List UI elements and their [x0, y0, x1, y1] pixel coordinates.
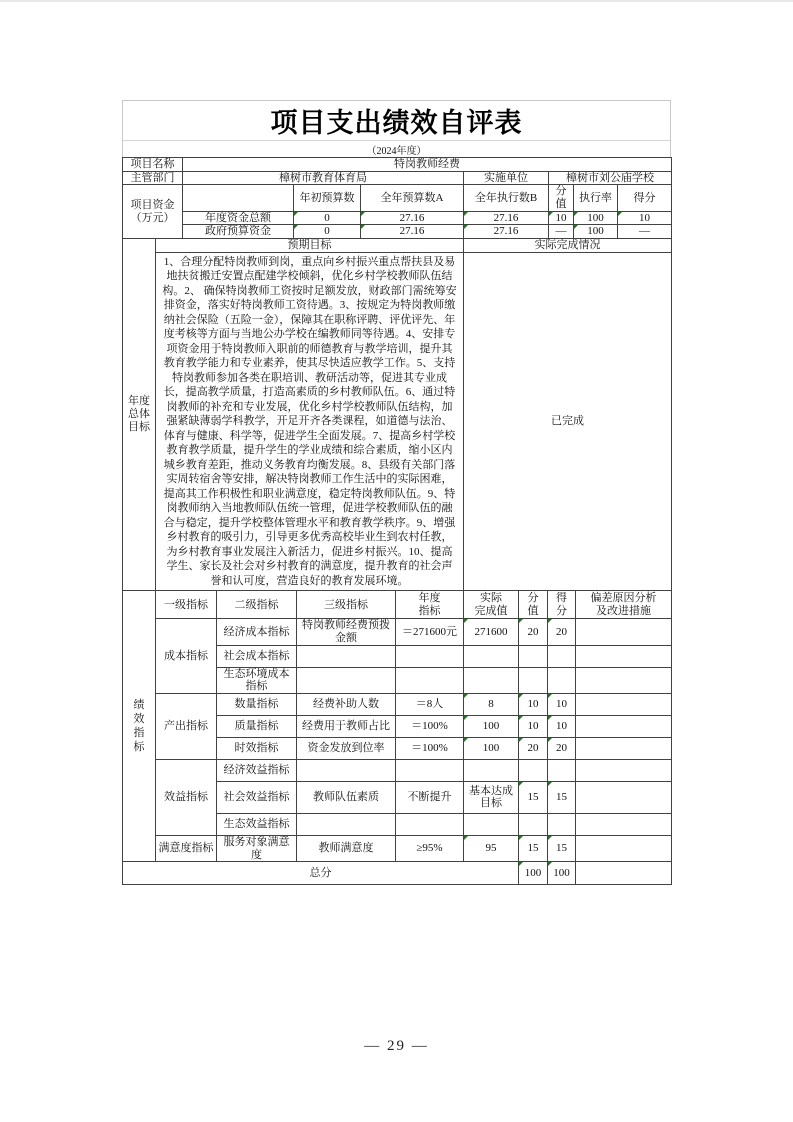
deviation-cell [576, 759, 672, 781]
cell-value: 0 [324, 225, 330, 238]
performance-side-label [123, 591, 156, 862]
cell-value: 271600 [474, 625, 508, 638]
table-row [123, 225, 672, 239]
excel-marker-icon [519, 836, 523, 840]
value-cell [519, 619, 548, 645]
empty-cell [183, 185, 294, 211]
indicator-l3 [297, 645, 396, 667]
col-header-annual-budget: 全年预算数A [361, 185, 464, 211]
header-deviation: 偏差原因分析 及改进措施 [576, 591, 672, 619]
cell-value: 27.16 [399, 225, 425, 238]
excel-marker-icon [548, 738, 552, 742]
actual-value [464, 759, 519, 781]
indicator-l2: 生态效益指标 [217, 813, 297, 835]
deviation-cell [576, 813, 672, 835]
fund-value-cell [574, 225, 618, 239]
page-title: 项目支出绩效自评表 [270, 108, 523, 138]
score-cell [548, 667, 576, 693]
group-cost: 成本指标 [156, 619, 217, 694]
implement-unit-value: 樟树市刘公庙学校 [549, 171, 672, 185]
fund-value-cell [464, 225, 549, 239]
col-header-annual-exec: 全年执行数B [464, 185, 549, 211]
excel-marker-icon [549, 212, 553, 216]
excel-marker-icon [519, 694, 523, 698]
actual-value [464, 715, 519, 737]
indicator-l2: 社会成本指标 [217, 645, 297, 667]
table-row [123, 171, 672, 185]
excel-marker-icon [519, 619, 523, 623]
score-cell [548, 781, 576, 813]
header-level2: 二级指标 [217, 591, 297, 619]
expected-goals-text: 1、合理分配特岗教师到岗，重点向乡村振兴重点帮扶县及易地扶贫搬迁安置点配建学校倾斜，优化乡村学校教师队伍结构。2、 确保特岗教师工资按时足额发放，财政部门需统筹安排资金，落实好特岗教师工资待遇。3、按规定为特岗教师缴纳社会保险（五险一金），保障其在职称评聘、评优评先、年度考核等方面与当地公办学校在编教师同等待遇。4、安排专项资金用于特岗教师入职前的师德教育与教学培训，提升其教育教学能力和专业素养，使其尽快适应教学工作。5、支持特岗教师参加各类在职培训、教研活动等，促进其专业成长，提高教学质量，打造高素质的乡村教师队伍。6、通过特岗教师的补充和专业发展，优化乡村学校教师队伍结构，加强紧缺薄弱学科教学，开足开齐各类课程，如道德与法治、体育与健康、科学等，促进学生全面发展。7、提高乡村学校教育教学质量，提升学生的学业成绩和综合素质，缩小区内城乡教育差距，推动义务教育均衡发展。8、县级有关部门落实周转宿舍等安排，解决特岗教师工作生活中的实际困难，提高其工作积极性和职业满意度，稳定特岗教师队伍。9、特岗教师纳入当地教师队伍统一管理，促进学校教师队伍的融合与稳定，提升学校整体管理水平和教育教学秩序。9、增强乡村教育的吸引力，引导更多优秀高校毕业生到农村任教，为乡村教育事业发展注入新活力，促进乡村振兴。10、提高学生、家长及社会对乡村教育的满意度，提升教育的社会声誉和认可度，营造良好的教育发展环境。 [162, 255, 457, 587]
deviation-cell [576, 715, 672, 737]
fund-value-cell [464, 211, 549, 225]
header-level1: 一级指标 [156, 591, 217, 619]
page-subtitle: （2024年度） [366, 145, 427, 157]
group-benefit: 效益指标 [156, 759, 217, 835]
deviation-cell [576, 619, 672, 645]
fund-value-cell: — [549, 225, 574, 239]
value-cell [519, 715, 548, 737]
score-cell [548, 835, 576, 861]
excel-marker-icon [464, 212, 468, 216]
department-value: 樟树市教育体育局 [183, 171, 464, 185]
score-cell [548, 693, 576, 715]
actual-value: 基本达成目标 [464, 781, 519, 813]
excel-marker-icon [294, 225, 298, 229]
excel-marker-icon [548, 619, 552, 623]
cell-value: 20 [556, 625, 567, 638]
actual-value [464, 813, 519, 835]
cell-value: 10 [527, 720, 539, 733]
table-row [123, 158, 672, 172]
excel-marker-icon [574, 212, 578, 216]
fund-value-cell [618, 211, 672, 225]
table-row [123, 252, 672, 591]
indicator-l2: 时效指标 [217, 737, 297, 759]
excel-marker-icon [361, 212, 365, 216]
side-label-text: 绩效指标 [133, 699, 145, 754]
value-cell [519, 645, 548, 667]
header-actual: 实际 完成值 [464, 591, 519, 619]
table-row [123, 619, 672, 645]
score-cell [548, 715, 576, 737]
excel-marker-icon [464, 716, 468, 720]
actual-value [464, 667, 519, 693]
excel-marker-icon [548, 716, 552, 720]
fund-value-cell [294, 225, 361, 239]
value-cell [519, 667, 548, 693]
expected-goals-header: 预期目标 [156, 238, 464, 252]
cell-value: 100 [482, 720, 500, 733]
annual-target: ＝100% [396, 715, 464, 737]
indicator-l3: 资金发放到位率 [297, 737, 396, 759]
table-row [123, 835, 672, 861]
page-number: — 29 — [364, 1038, 429, 1054]
deviation-cell [576, 835, 672, 861]
fund-value-cell: — [618, 225, 672, 239]
title-block [122, 100, 671, 158]
deviation-cell [576, 667, 672, 693]
cell-value: 15 [556, 791, 567, 804]
group-satisfaction: 满意度指标 [156, 835, 217, 861]
cell-value: 100 [482, 742, 500, 755]
project-name-value: 特岗教师经费 [183, 158, 672, 172]
actual-value [464, 645, 519, 667]
header-score: 得 分 [548, 591, 576, 619]
score-cell [548, 737, 576, 759]
table-row-total [123, 862, 672, 885]
indicator-l2: 经济效益指标 [217, 759, 297, 781]
indicator-l2: 生态环境成本指标 [217, 667, 297, 693]
cell-value: 8 [488, 698, 494, 711]
excel-marker-icon [519, 862, 523, 866]
annual-goals-side-label [123, 238, 156, 591]
annual-target [396, 645, 464, 667]
project-info-table [122, 157, 672, 239]
annual-target: ≥95% [396, 835, 464, 861]
side-label-text: 年度总体目标 [128, 395, 150, 434]
col-header-score: 得分 [618, 185, 672, 211]
indicator-l2: 服务对象满意度 [217, 835, 297, 861]
actual-value [464, 835, 519, 861]
annual-target [396, 667, 464, 693]
deviation-cell [576, 645, 672, 667]
header-value: 分 值 [519, 591, 548, 619]
excel-marker-icon [464, 619, 468, 623]
value-cell [519, 737, 548, 759]
deviation-cell [576, 781, 672, 813]
excel-marker-icon [519, 716, 523, 720]
excel-marker-icon [548, 782, 552, 786]
cell-value: 20 [556, 742, 567, 755]
col-header-rate: 执行率 [574, 185, 618, 211]
indicator-l2: 质量指标 [217, 715, 297, 737]
excel-marker-icon [464, 694, 468, 698]
actual-value [464, 737, 519, 759]
funds-label: 项目资金（万元） [123, 185, 183, 239]
annual-target: ＝100% [396, 737, 464, 759]
cell-value: 15 [527, 791, 539, 804]
annual-target [396, 813, 464, 835]
excel-marker-icon [548, 694, 552, 698]
fund-value-cell [361, 225, 464, 239]
cell-value: 100 [587, 225, 604, 238]
performance-indicators-table [122, 590, 672, 885]
annual-target: ＝8人 [396, 693, 464, 715]
cell-value: 27.16 [399, 211, 425, 224]
score-cell [548, 619, 576, 645]
cell-value: 10 [556, 698, 567, 711]
col-header-value: 分值 [549, 185, 574, 211]
indicator-l3 [297, 759, 396, 781]
cell-value: 20 [527, 742, 539, 755]
excel-marker-icon [519, 782, 523, 786]
header-annual: 年度 指标 [396, 591, 464, 619]
cell-value: 100 [524, 866, 542, 879]
indicator-l3: 经费补助人数 [297, 693, 396, 715]
cell-value: 27.16 [493, 211, 519, 224]
department-label: 主管部门 [123, 171, 183, 185]
fund-value-cell [574, 211, 618, 225]
fund-value-cell [361, 211, 464, 225]
excel-marker-icon [361, 225, 365, 229]
cell-value: 15 [556, 842, 567, 855]
total-score [548, 862, 576, 885]
indicator-l2: 数量指标 [217, 693, 297, 715]
excel-marker-icon [574, 225, 578, 229]
cell-value: 27.16 [493, 225, 519, 238]
deviation-cell [576, 693, 672, 715]
cell-value: 10 [527, 698, 539, 711]
excel-marker-icon [464, 738, 468, 742]
cell-value: 10 [555, 211, 567, 224]
excel-marker-icon [548, 836, 552, 840]
header-level3: 三级指标 [297, 591, 396, 619]
score-cell [548, 645, 576, 667]
expected-goals-cell [156, 252, 464, 591]
annual-target: 不断提升 [396, 781, 464, 813]
actual-completion-cell: 已完成 [464, 252, 672, 591]
cell-value: 10 [639, 211, 650, 224]
fund-row-label: 政府预算资金 [183, 225, 294, 239]
value-cell [519, 693, 548, 715]
score-cell [548, 813, 576, 835]
fund-value-cell [294, 211, 361, 225]
table-row [123, 211, 672, 225]
score-cell [548, 759, 576, 781]
deviation-cell [576, 737, 672, 759]
project-name-label: 项目名称 [123, 158, 183, 172]
indicator-l2: 社会效益指标 [217, 781, 297, 813]
excel-marker-icon [618, 212, 622, 216]
indicator-l3: 特岗教师经费预拨金额 [297, 619, 396, 645]
indicator-l2: 经济成本指标 [217, 619, 297, 645]
indicator-l3 [297, 813, 396, 835]
excel-marker-icon [464, 836, 468, 840]
implement-unit-label: 实施单位 [464, 171, 549, 185]
fund-row-label: 年度资金总额 [183, 211, 294, 225]
table-row [123, 693, 672, 715]
col-header-begin-budget: 年初预算数 [294, 185, 361, 211]
value-cell [519, 759, 548, 781]
excel-marker-icon [294, 212, 298, 216]
excel-marker-icon [548, 862, 552, 866]
cell-value: 100 [587, 211, 604, 224]
cell-value: 95 [485, 842, 497, 855]
cell-value: 100 [553, 866, 570, 879]
fund-value-cell [549, 211, 574, 225]
table-row [123, 759, 672, 781]
excel-marker-icon [519, 738, 523, 742]
cell-value: 20 [527, 625, 539, 638]
table-row [123, 185, 672, 211]
indicator-l3: 经费用于教师占比 [297, 715, 396, 737]
excel-marker-icon [464, 225, 468, 229]
evaluation-form [122, 100, 671, 885]
indicator-l3: 教师满意度 [297, 835, 396, 861]
value-cell [519, 813, 548, 835]
cell-value: 15 [527, 842, 539, 855]
value-cell [519, 835, 548, 861]
annual-goals-table [122, 238, 672, 592]
cell-value: 0 [324, 211, 330, 224]
table-row [123, 591, 672, 619]
annual-target: ＝271600元 [396, 619, 464, 645]
indicator-l3 [297, 667, 396, 693]
total-value [519, 862, 548, 885]
actual-value [464, 619, 519, 645]
annual-target [396, 759, 464, 781]
value-cell [519, 781, 548, 813]
actual-completion-header: 实际完成情况 [464, 238, 672, 252]
total-label: 总分 [123, 862, 519, 885]
cell-value: 10 [556, 720, 567, 733]
table-row [123, 238, 672, 252]
group-output: 产出指标 [156, 693, 217, 759]
indicator-l3: 教师队伍素质 [297, 781, 396, 813]
deviation-cell [576, 862, 672, 885]
actual-value [464, 693, 519, 715]
